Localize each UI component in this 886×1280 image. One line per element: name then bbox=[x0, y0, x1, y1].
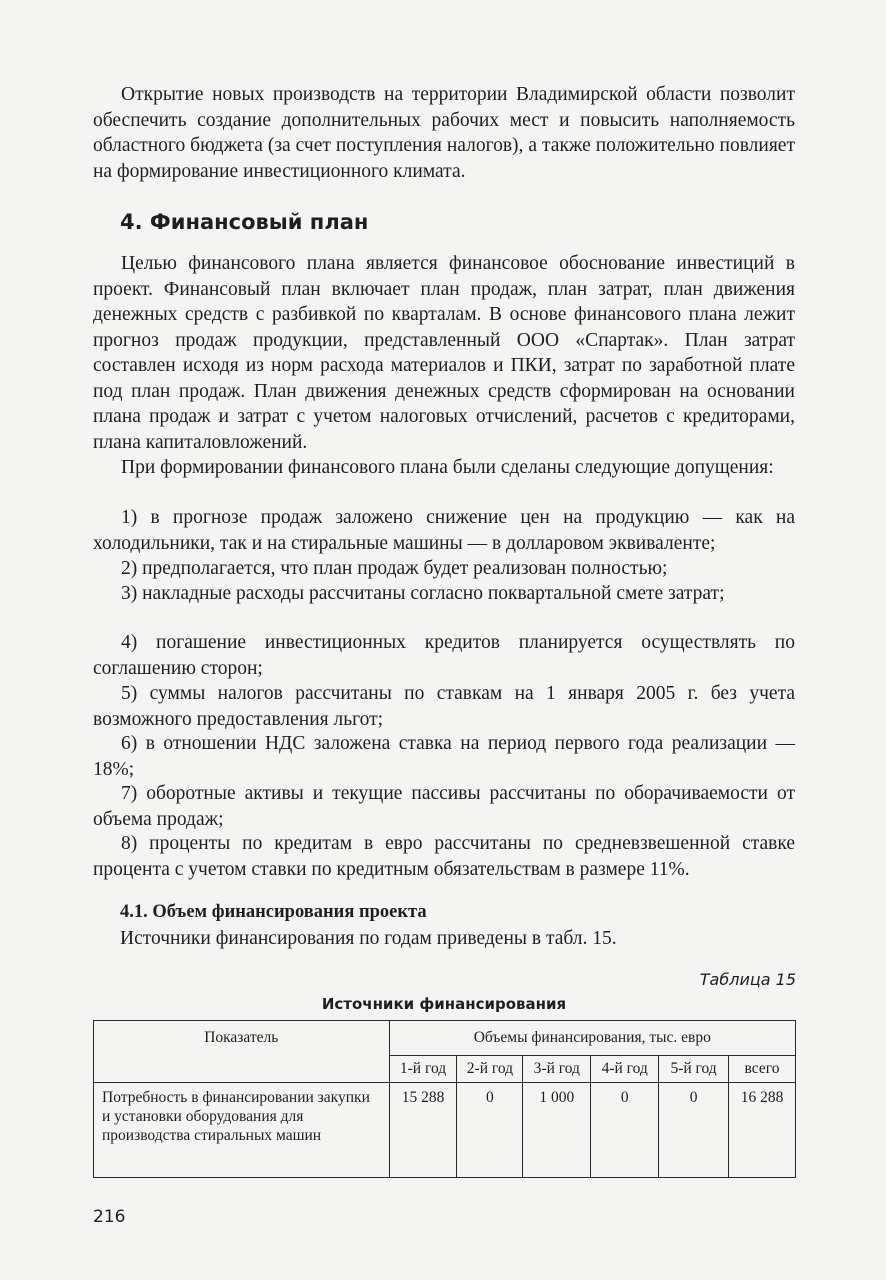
table-number: Таблица 15 bbox=[699, 970, 796, 989]
year-header: 5-й год bbox=[659, 1056, 729, 1083]
page-number: 216 bbox=[93, 1207, 126, 1227]
table-row bbox=[94, 1083, 796, 1178]
total-header: всего bbox=[729, 1056, 796, 1083]
body-paragraph: Целью финансового плана является финансовое обоснование инвестиций в проект. Финансовый план включает план продаж, план затрат, план движения денежных средств с разбивкой по кварталам. В основе финансового плана лежит прогноз продаж продукции, представленный ООО «Спартак». План затрат составлен исходя из норм расхода материалов и ПКИ, затрат по заработной плате под план продаж. План движения денежных средств сформирован на основании плана продаж и затрат с учетом налоговых отчислений, расчетов с кредиторами, плана капиталовложений. bbox=[93, 253, 795, 453]
table-cell: 15 288 bbox=[389, 1083, 457, 1178]
indicator-header: Показатель bbox=[94, 1021, 390, 1083]
year-header: 2-й год bbox=[457, 1056, 523, 1083]
table-cell: 16 288 bbox=[729, 1083, 796, 1178]
section-heading: 4. Финансовый план bbox=[120, 210, 369, 234]
assumption-item: 1) в прогнозе продаж заложено снижение цен на продукцию — как на холодильники, так и на стиральные машины — в долларовом эквиваленте; bbox=[93, 507, 795, 554]
volume-group-header: Объемы финансирования, тыс. евро bbox=[389, 1021, 795, 1056]
assumption-item: 3) накладные расходы рассчитаны согласно поквартальной смете затрат; bbox=[121, 583, 725, 604]
intro-paragraph: Открытие новых производств на территории Владимирской области позволит обеспечить создание дополнительных рабочих мест и повысить наполняемость областного бюджета (за счет поступления налогов), а также положительно повлияет на формирование инвестиционного климата. bbox=[93, 84, 795, 182]
assumption-item: 2) предполагается, что план продаж будет реализован полностью; bbox=[121, 558, 668, 579]
table-cell: 0 bbox=[457, 1083, 523, 1178]
year-header: 4-й год bbox=[591, 1056, 659, 1083]
financing-table bbox=[93, 1020, 796, 1178]
table-title: Источники финансирования bbox=[321, 995, 567, 1013]
assumption-item: 5) суммы налогов рассчитаны по ставкам на 1 января 2005 г. без учета возможного предоставления льгот; bbox=[93, 683, 795, 730]
assumption-item: 4) погашение инвестиционных кредитов планируется осуществлять по соглашению сторон; bbox=[93, 632, 795, 679]
table-cell: 0 bbox=[591, 1083, 659, 1178]
table-header-row bbox=[94, 1021, 796, 1056]
table-cell: 1 000 bbox=[523, 1083, 591, 1178]
assumption-item: 6) в отношении НДС заложена ставка на период первого года реализации — 18%; bbox=[93, 733, 795, 780]
assumption-item: 7) оборотные активы и текущие пассивы рассчитаны по оборачиваемости от объема продаж; bbox=[93, 783, 795, 830]
row-label: Потребность в финансировании закупки и установки оборудования для производства стиральных машин bbox=[94, 1083, 390, 1178]
subsection-heading: 4.1. Объем финансирования проекта bbox=[120, 902, 427, 922]
year-header: 3-й год bbox=[523, 1056, 591, 1083]
body-paragraph: При формировании финансового плана были сделаны следующие допущения: bbox=[121, 457, 774, 478]
assumption-item: 8) проценты по кредитам в евро рассчитаны по средневзвешенной ставке процента с учетом ставки по кредитным обязательствам в размере 11%. bbox=[93, 833, 795, 880]
year-header: 1-й год bbox=[389, 1056, 457, 1083]
table-cell: 0 bbox=[659, 1083, 729, 1178]
subsection-intro: Источники финансирования по годам приведены в табл. 15. bbox=[120, 928, 617, 949]
